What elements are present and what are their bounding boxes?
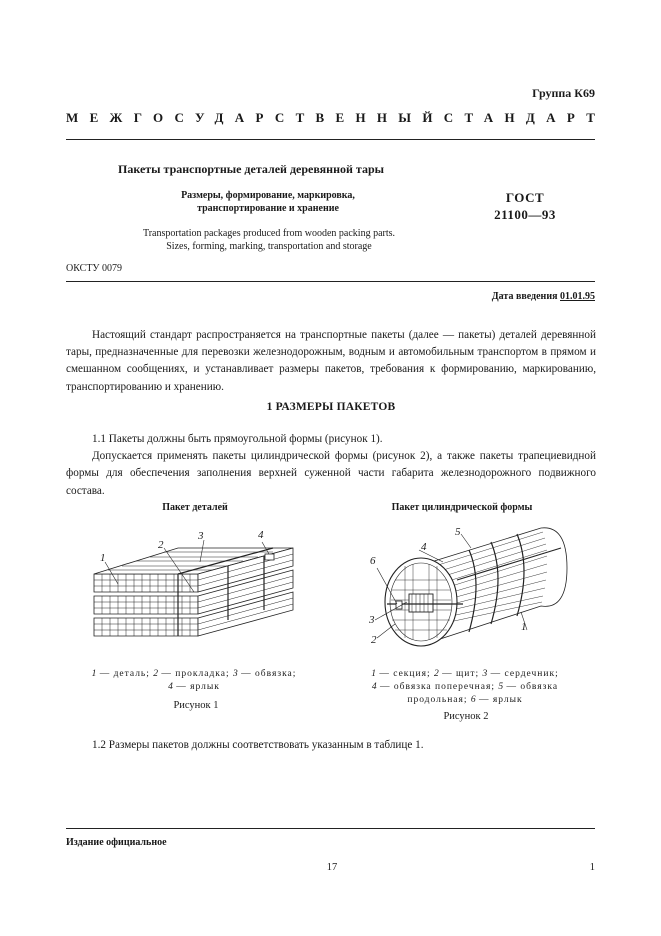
footer-rule <box>66 828 595 829</box>
intro-date-value: 01.01.95 <box>560 291 595 302</box>
group-code: Группа К69 <box>532 86 595 100</box>
banner-standard: СТАНДАРТ <box>443 110 607 125</box>
fig1-legend-line-1: 1 — деталь; 2 — прокладка; 3 — обвязка; <box>91 669 297 679</box>
okstu-code: ОКСТУ 0079 <box>66 263 123 274</box>
fig1-callout-3: 3 <box>198 530 204 542</box>
fig2-callout-1: 1 <box>521 621 527 633</box>
subtitle-line-2: транспортирование и хранение <box>197 203 339 214</box>
intro-date <box>492 291 595 302</box>
banner-interstate: МЕЖГОСУДАРСТВЕННЫЙ <box>66 110 444 125</box>
figure2-drawing <box>365 520 575 655</box>
gost-designation <box>470 189 580 223</box>
gost-label: ГОСТ <box>505 190 545 205</box>
fig1-legend-line-2: 4 — ярлык <box>168 682 220 692</box>
page-number-right: 1 <box>589 862 595 873</box>
figure1-legend <box>86 668 302 694</box>
fig2-callout-4: 4 <box>421 541 427 553</box>
fig2-callout-6: 6 <box>370 555 376 567</box>
fig1-callout-4: 4 <box>258 529 264 541</box>
section1-body <box>66 431 596 500</box>
figure1-label: Рисунок 1 <box>173 700 219 711</box>
english-title <box>104 227 434 253</box>
figure1-caption: Пакет деталей <box>162 502 228 513</box>
english-line-2: Sizes, forming, marking, transportation and storage <box>166 241 372 252</box>
intro-date-label: Дата введения <box>491 291 558 302</box>
official-edition: Издание официальное <box>66 837 167 848</box>
fig2-legend-line-2: 4 — обвязка поперечная; 5 — обвязка <box>371 682 559 692</box>
section1-p3: 1.2 Размеры пакетов должны соответствовать указанным в таблице 1. <box>92 739 424 751</box>
subtitle-line-1: Размеры, формирование, маркировка, <box>181 190 355 201</box>
standard-banner <box>66 110 607 126</box>
fig2-callout-3: 3 <box>369 614 375 626</box>
figure2-legend <box>362 668 568 707</box>
fig2-legend-line-3: продольная; 6 — ярлык <box>407 695 523 705</box>
page-number-center: 17 <box>326 862 338 873</box>
intro-paragraph <box>66 327 596 396</box>
figure2-caption: Пакет цилиндрической формы <box>391 502 533 513</box>
title-rule <box>66 281 595 282</box>
english-line-1: Transportation packages produced from wooden packing parts. <box>142 228 396 239</box>
section1-p2: Допускается применять пакеты цилиндрической формы (рисунок 2), а также пакеты трапециевидной формы для обеспечения заполнения верхней суженной части габарита железнодорожного подвижного состава. <box>66 450 596 497</box>
fig2-legend-line-1: 1 — секция; 2 — щит; 3 — сердечник; <box>371 669 559 679</box>
figure2-label: Рисунок 2 <box>443 711 489 722</box>
fig2-callout-5: 5 <box>455 526 461 538</box>
section1-p1: 1.1 Пакеты должны быть прямоугольной формы (рисунок 1). <box>92 433 383 445</box>
section-heading: 1 РАЗМЕРЫ ПАКЕТОВ <box>266 401 396 413</box>
header-rule <box>66 139 595 140</box>
section1-item-1-2 <box>66 737 596 754</box>
fig1-callout-1: 1 <box>100 552 106 564</box>
document-subtitle <box>118 189 418 215</box>
fig1-callout-2: 2 <box>158 539 164 551</box>
gost-number: 21100—93 <box>494 207 556 222</box>
document-title: Пакеты транспортные деталей деревянной тары <box>118 162 384 176</box>
figure1-drawing <box>88 520 298 655</box>
fig2-callout-2: 2 <box>371 634 377 646</box>
intro-text: Настоящий стандарт распространяется на транспортные пакеты (далее — пакеты) деталей деревянной тары, предназначенные для перевозки железнодорожным, водным и автомобильным транспортом в прямом и смешанном сообщениях, и устанавливает размеры пакетов, требования к формированию, маркированию, транспортированию и хранению. <box>66 329 596 393</box>
